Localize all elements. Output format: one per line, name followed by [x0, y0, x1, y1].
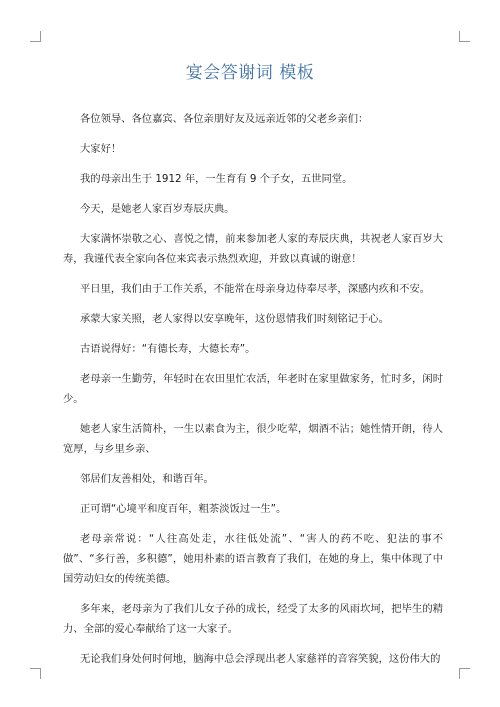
- paragraph: 古语说得好：“有德长寿，大德长寿”。: [80, 343, 256, 355]
- paragraph: 平日里，我们由于工作关系，不能常在母亲身边侍奉尽孝，深感内疚和不安。: [80, 283, 431, 295]
- paragraph: 她老人家生活简朴，一生以素食为主，很少吃荤，烟酒不沾；她性情开朗，待人宽厚，与乡里乡亲、: [63, 423, 443, 455]
- crop-mark-bottom-right: [459, 668, 470, 679]
- paragraph: 无论我们身处何时何地，脑海中总会浮现出老人家慈祥的音容笑貌，这份伟大的: [80, 653, 441, 665]
- paragraph: 老母亲一生勤劳，年轻时在农田里忙农活，年老时在家里做家务，忙时多，闲时少。: [63, 373, 443, 405]
- document-title: 宴会答谢词 模板: [185, 63, 315, 83]
- paragraph: 正可谓“心境平和度百年，粗茶淡饭过一生”。: [80, 503, 287, 515]
- paragraph: 我的母亲出生于 1912 年，一生育有 9 个子女，五世同堂。: [80, 173, 353, 185]
- paragraph-greeting: 大家好！: [80, 143, 122, 155]
- paragraph: 老母亲常说：“人往高处走，水往低处流”、“害人的药不吃、犯法的事不做”、“多行善，多积德”，她用朴素的语言教育了我们，在她的身上，集中体现了中国劳动妇女的传统美德。: [63, 533, 443, 585]
- paragraph: 多年来，老母亲为了我们儿女子孙的成长，经受了太多的风雨坎坷，把毕生的精力、全部的爱心奉献给了这一大家子。: [63, 603, 443, 635]
- crop-mark-top-left: [30, 31, 41, 42]
- paragraph: 大家满怀崇敬之心、喜悦之情，前来参加老人家的寿辰庆典，共祝老人家百岁大寿，我谨代表全家向各位来宾表示热烈欢迎，并致以真诚的谢意！: [63, 233, 443, 265]
- paragraph-salutation: 各位领导、各位嘉宾、各位亲朋好友及远亲近邻的父老乡亲们：: [80, 113, 369, 125]
- paragraph: 邻居们友善相处，和谐百年。: [80, 473, 214, 485]
- crop-mark-bottom-left: [30, 668, 41, 679]
- crop-mark-top-right: [459, 31, 470, 42]
- paragraph: 今天，是她老人家百岁寿辰庆典。: [80, 203, 235, 215]
- document-body: [63, 109, 443, 679]
- paragraph: 承蒙大家关照，老人家得以安享晚年，这份恩情我们时刻铭记于心。: [80, 313, 389, 325]
